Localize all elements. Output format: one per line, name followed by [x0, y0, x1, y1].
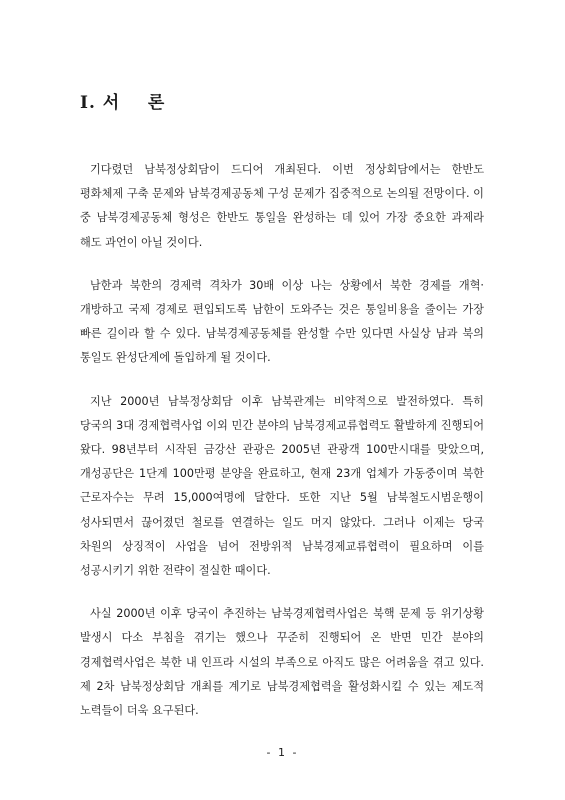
paragraph-4: 사실 2000년 이후 당국이 추진하는 남북경제협력사업은 북핵 문제 등 위기상황 발생시 다소 부침을 겪기는 했으나 꾸준히 진행되어 온 반면 민간 분야의 경제협력사업은 북한 내 인프라 시설의 부족으로 아직도 많은 어려움을 겪고 있다. 제 2차 남북정상회담 개최를 계기로 남북경제협력을 활성화시킬 수 있는 제도적 노력들이 더욱 요구된다. — [80, 607, 484, 718]
body-text — [80, 158, 484, 742]
paragraph-2: 남한과 북한의 경제력 격차가 30배 이상 나는 상황에서 북한 경제를 개혁·개방하고 국제 경제로 편입되도록 남한이 도와주는 것은 통일비용을 줄이는 가장 빠른 길이라 할 수 있다. 남북경제공동체를 완성할 수만 있다면 사실상 남과 북의 통일도 완성단계에 돌입하게 될 것이다. — [80, 278, 484, 365]
page-number: - 1 - — [266, 746, 299, 759]
section-heading: Ⅰ. 서 론 — [80, 93, 166, 113]
paragraph-3: 지난 2000년 남북정상회담 이후 남북관계는 비약적으로 발전하였다. 특히 당국의 3대 경제협력사업 이외 민간 분야의 남북경제교류협력도 활발하게 진행되어 왔다. 98년부터 시작된 금강산 관광은 2005년 관광객 100만시대를 맞았으며, 개성공단은 1단계 100만평 분양을 완료하고, 현재 23개 업체가 가동중이며 북한 근로자수는 무려 15,000여명에 달한다. 또한 지난 5월 남북철도시범운행이 성사되면서 끊어졌던 철로를 연결하는 일도 머지 않았다. 그러나 이제는 당국 차원의 상징적이 사업을 넘어 전방위적 남북경제교류협력이 필요하며 이를 성공시키기 위한 전략이 절실한 때이다. — [80, 394, 484, 578]
paragraph-1: 기다렸던 남북정상회담이 드디어 개최된다. 이번 정상회담에서는 한반도 평화체제 구축 문제와 남북경제공동체 구성 문제가 집중적으로 논의될 전망이다. 이 중 남북경제공동체 형성은 한반도 통일을 완성하는 데 있어 가장 중요한 과제라 해도 과언이 아닐 것이다. — [80, 163, 484, 249]
